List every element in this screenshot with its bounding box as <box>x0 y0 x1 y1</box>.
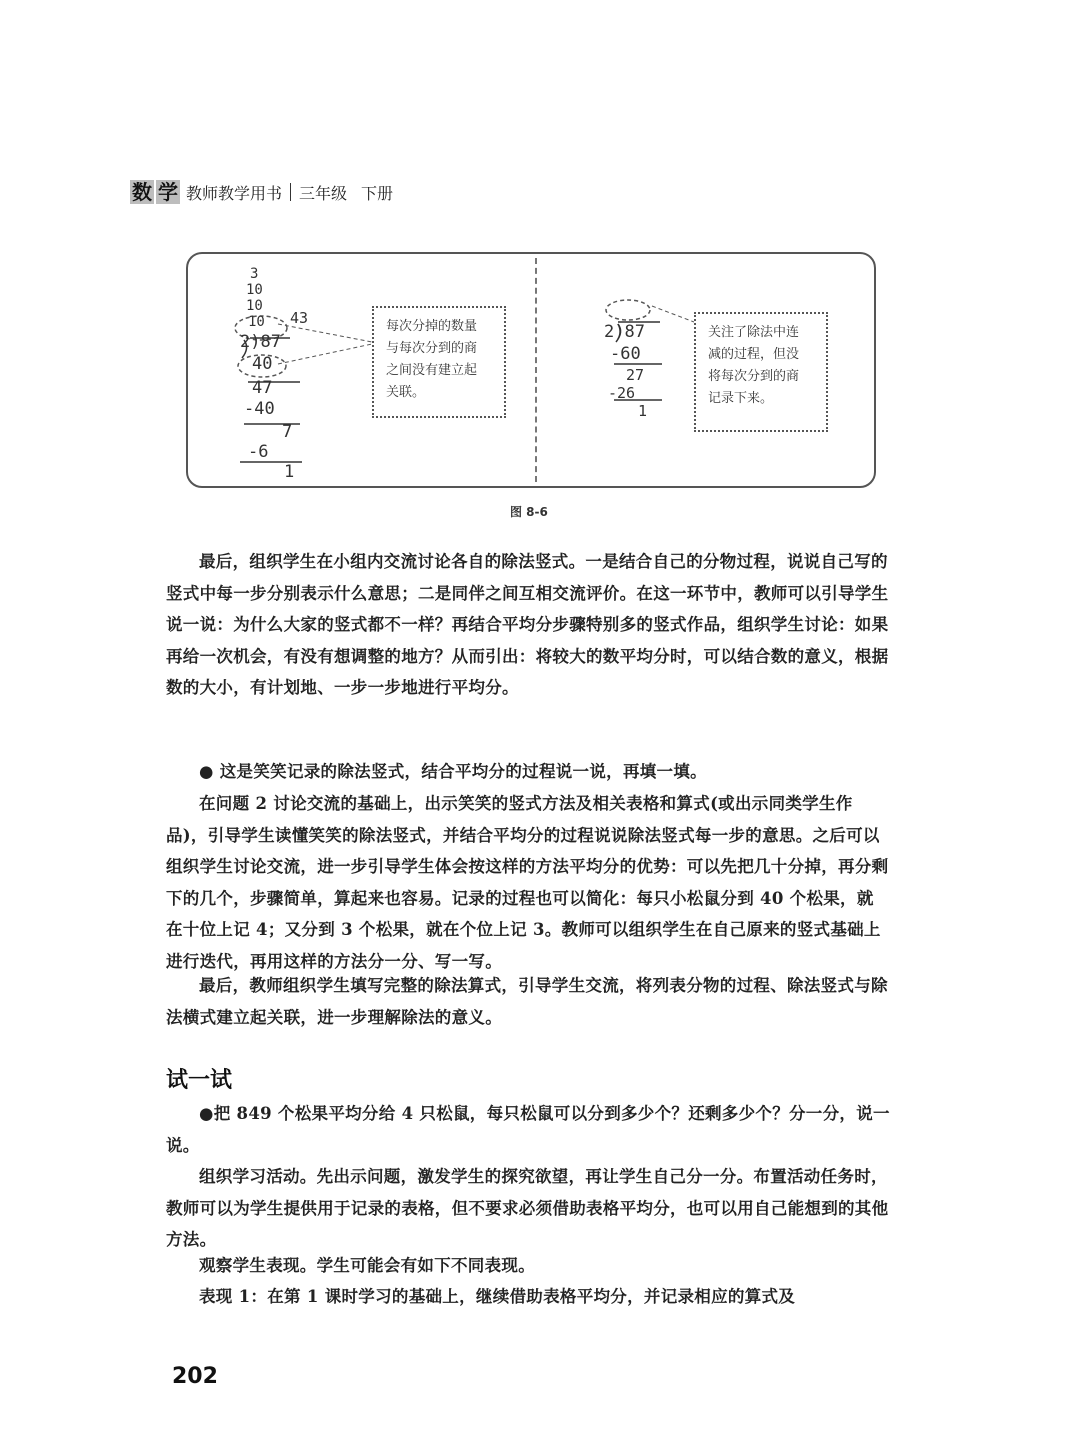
running-header <box>130 176 393 208</box>
right-sub-26: -26 <box>608 384 636 402</box>
paragraph-2: 在问题 2 讨论交流的基础上，出示笑笑的竖式方法及相关表格和算式(或出示同类学生作品)，引导学生读懂笑笑的除法竖式，并结合平均分的过程说说除法竖式每一步的意思。之后可以组织学生讨论交流，进一步引导学生体会按这样的方法平均分的优势：可以先把几十分掉，再分剩下的几个，步骤简单，算起来也容易。记录的过程也可以简化：每只小松鼠分到 40 个松果，就在十位上记 4；又分到 3 个松果，就在个位上记 3。教师可以组织学生在自己原来的竖式基础上进行迭代，再用这样的方法分一分、写一写。 <box>166 794 889 971</box>
left-rem-47: 47 <box>252 378 273 398</box>
paragraph-1: 最后，组织学生在小组内交流讨论各自的除法竖式。一是结合自己的分物过程，说说自己写的竖式中每一步分别表示什么意思；二是同伴之间互相交流评价。在这一环节中，教师可以引导学生说一说：为什么大家的竖式都不一样？再结合平均分步骤特别多的竖式作品，组织学生讨论：如果再给一次机会，有没有想调整的地方？从而引出：将较大的数平均分时，可以结合数的意义，根据数的大小，有计划地、一步一步地进行平均分。 <box>166 552 889 697</box>
figure-divider <box>535 258 537 482</box>
subject-brand <box>130 180 182 204</box>
bullet-heading-2: ●把 849 个松果平均分给 4 只松鼠，每只松鼠可以分到多少个？还剩多少个？分一分，说一说。 <box>166 1104 890 1155</box>
grade-label: 三年级 <box>299 183 348 203</box>
header-divider <box>290 183 291 201</box>
page-number: 202 <box>172 1364 218 1389</box>
left-q-10-a: 10 <box>246 282 263 298</box>
left-sub-40-b: -40 <box>244 399 275 419</box>
right-note-line-1: 关注了除法中连 <box>708 325 800 340</box>
right-note-line-2: 减的过程，但没 <box>708 347 800 362</box>
right-note-line-4: 记录下来。 <box>708 391 774 406</box>
right-rem-1: 1 <box>638 402 648 420</box>
figure-caption: 图 8-6 <box>510 505 548 519</box>
figure-8-6 <box>186 252 876 488</box>
left-sum-43: 43 <box>290 309 309 327</box>
book-title: 教师教学用书 <box>186 183 283 203</box>
left-sub-40-a: 40 <box>252 354 273 374</box>
paragraph-4: 组织学习活动。先出示问题，激发学生的探究欲望，再让学生自己分一分。布置活动任务时，教师可以为学生提供用于记录的表格，但不要求必须借助表格平均分，也可以用自己能想到的其他方法。 <box>166 1167 889 1249</box>
paragraph-3: 最后，教师组织学生填写完整的除法算式，引导学生交流，将列表分物的过程、除法竖式与除法横式建立起关联，进一步理解除法的意义。 <box>166 976 888 1027</box>
right-dividend: 2)87 <box>604 322 645 342</box>
brand-char-2: 学 <box>158 180 178 204</box>
left-note-line-4: 关联。 <box>386 385 426 400</box>
left-sub-6: -6 <box>248 442 269 462</box>
left-connectors <box>268 314 378 394</box>
left-q-10-b: 10 <box>246 298 263 314</box>
right-note-line-3: 将每次分到的商 <box>708 369 800 384</box>
right-sub-60: -60 <box>610 344 641 364</box>
paragraph-6: 表现 1：在第 1 课时学习的基础上，继续借助表格平均分，并记录相应的算式及 <box>199 1287 796 1306</box>
brand-char-1: 数 <box>132 180 152 204</box>
left-note-line-1: 每次分掉的数量 <box>386 319 478 334</box>
right-connectors <box>648 300 698 330</box>
left-rem-1: 1 <box>284 462 295 482</box>
paragraph-5: 观察学生表现。学生可能会有如下不同表现。 <box>199 1256 535 1275</box>
left-q-3: 3 <box>250 266 259 282</box>
bullet-heading-1: ● 这是笑笑记录的除法竖式，结合平均分的过程说一说，再填一填。 <box>199 762 707 781</box>
left-q-10-c: 10 <box>248 314 265 330</box>
section-title-try: 试一试 <box>166 1068 233 1093</box>
left-dividend: 2)87 <box>240 332 281 352</box>
volume-label: 下册 <box>361 183 394 203</box>
left-rem-7: 7 <box>282 422 293 442</box>
left-note-line-3: 之间没有建立起 <box>386 363 478 378</box>
left-note <box>372 306 506 418</box>
left-note-line-2: 与每次分到的商 <box>386 341 478 356</box>
right-note <box>694 312 828 432</box>
right-rem-27: 27 <box>626 366 645 384</box>
